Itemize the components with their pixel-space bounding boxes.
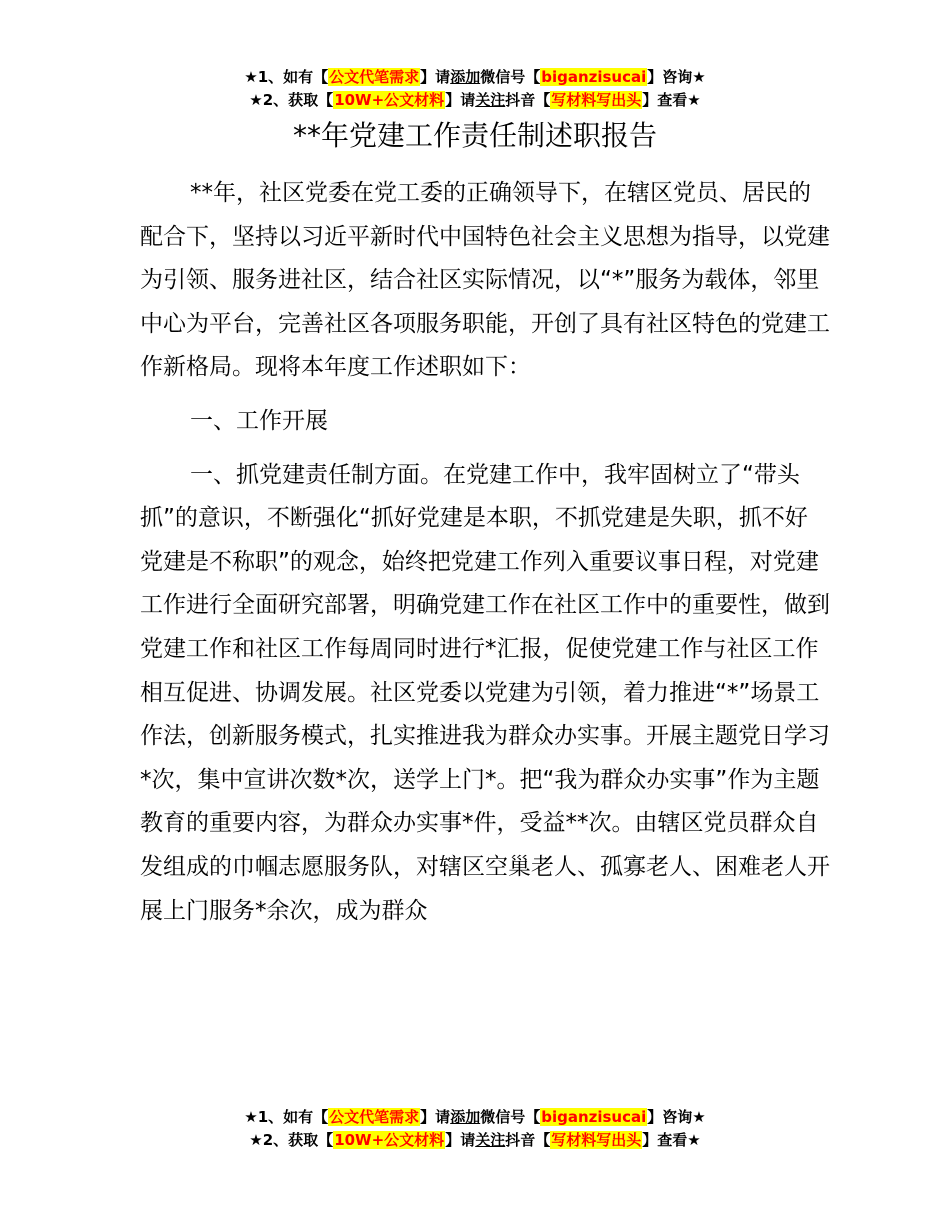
header-banner xyxy=(0,66,950,112)
banner-text: 】咨询★ xyxy=(647,68,706,86)
underlined-text: 关注 xyxy=(475,91,506,109)
banner-line-2 xyxy=(0,89,950,112)
banner-line-1 xyxy=(0,1106,950,1129)
banner-text: ★1、如有【 xyxy=(244,1108,329,1126)
highlighted-text: 10W+公文材料 xyxy=(334,91,445,109)
banner-text: 】咨询★ xyxy=(647,1108,706,1126)
paragraph-party-building: 一、抓党建责任制方面。在党建工作中，我牢固树立了“带头抓”的意识，不断强化“抓好党建是本职，不抓党建是失职，抓不好党建是不称职”的观念，始终把党建工作列入重要议事日程，对党建工作进行全面研究部署，明确党建工作在社区工作中的重要性，做到党建工作和社区工作每周同时进行*汇报，促使党建工作与社区工作相互促进、协调发展。社区党委以党建为引领，着力推进“*”场景工作法，创新服务模式，扎实推进我为群众办实事。开展主题党日学习*次，集中宣讲次数*次，送学上门*。把“我为群众办实事”作为主题教育的重要内容，为群众办实事*件，受益**次。由辖区党员群众自发组成的巾帼志愿服务队，对辖区空巢老人、孤寡老人、困难老人开展上门服务*余次，成为群众 xyxy=(140,461,830,924)
banner-text: 微信号【 xyxy=(480,1108,541,1126)
banner-text: 】请 xyxy=(445,1131,476,1149)
banner-text: ★1、如有【 xyxy=(244,68,329,86)
underlined-text: 关注 xyxy=(475,1131,506,1149)
underlined-text: 添加 xyxy=(450,1108,481,1126)
document-body xyxy=(140,172,830,933)
highlighted-douyin-id: 写材料写出头 xyxy=(551,1131,642,1149)
banner-text: 】查看★ xyxy=(642,1131,701,1149)
banner-line-2 xyxy=(0,1129,950,1152)
banner-text: 抖音【 xyxy=(505,1131,551,1149)
footer-banner xyxy=(0,1106,950,1152)
banner-text: ★2、获取【 xyxy=(249,91,334,109)
highlighted-text: 公文代笔需求 xyxy=(329,68,420,86)
highlighted-wechat-id: biganzisucai xyxy=(541,1108,647,1126)
highlighted-douyin-id: 写材料写出头 xyxy=(551,91,642,109)
banner-text: 】请 xyxy=(420,68,451,86)
underlined-text: 添加 xyxy=(450,68,481,86)
banner-text: ★2、获取【 xyxy=(249,1131,334,1149)
banner-text: 】查看★ xyxy=(642,91,701,109)
banner-text: 】请 xyxy=(445,91,476,109)
banner-line-1 xyxy=(0,66,950,89)
highlighted-wechat-id: biganzisucai xyxy=(541,68,647,86)
document-title: **年党建工作责任制述职报告 xyxy=(292,119,657,152)
highlighted-text: 公文代笔需求 xyxy=(329,1108,420,1126)
paragraph-intro: **年，社区党委在党工委的正确领导下，在辖区党员、居民的配合下，坚持以习近平新时代中国特色社会主义思想为指导，以党建为引领、服务进社区，结合社区实际情况，以“*”服务为载体，邻里中心为平台，完善社区各项服务职能，开创了具有社区特色的党建工作新格局。现将本年度工作述职如下： xyxy=(140,180,830,381)
banner-text: 抖音【 xyxy=(505,91,551,109)
banner-text: 】请 xyxy=(420,1108,451,1126)
section-heading: 一、工作开展 xyxy=(190,407,328,434)
banner-text: 微信号【 xyxy=(480,68,541,86)
highlighted-text: 10W+公文材料 xyxy=(334,1131,445,1149)
